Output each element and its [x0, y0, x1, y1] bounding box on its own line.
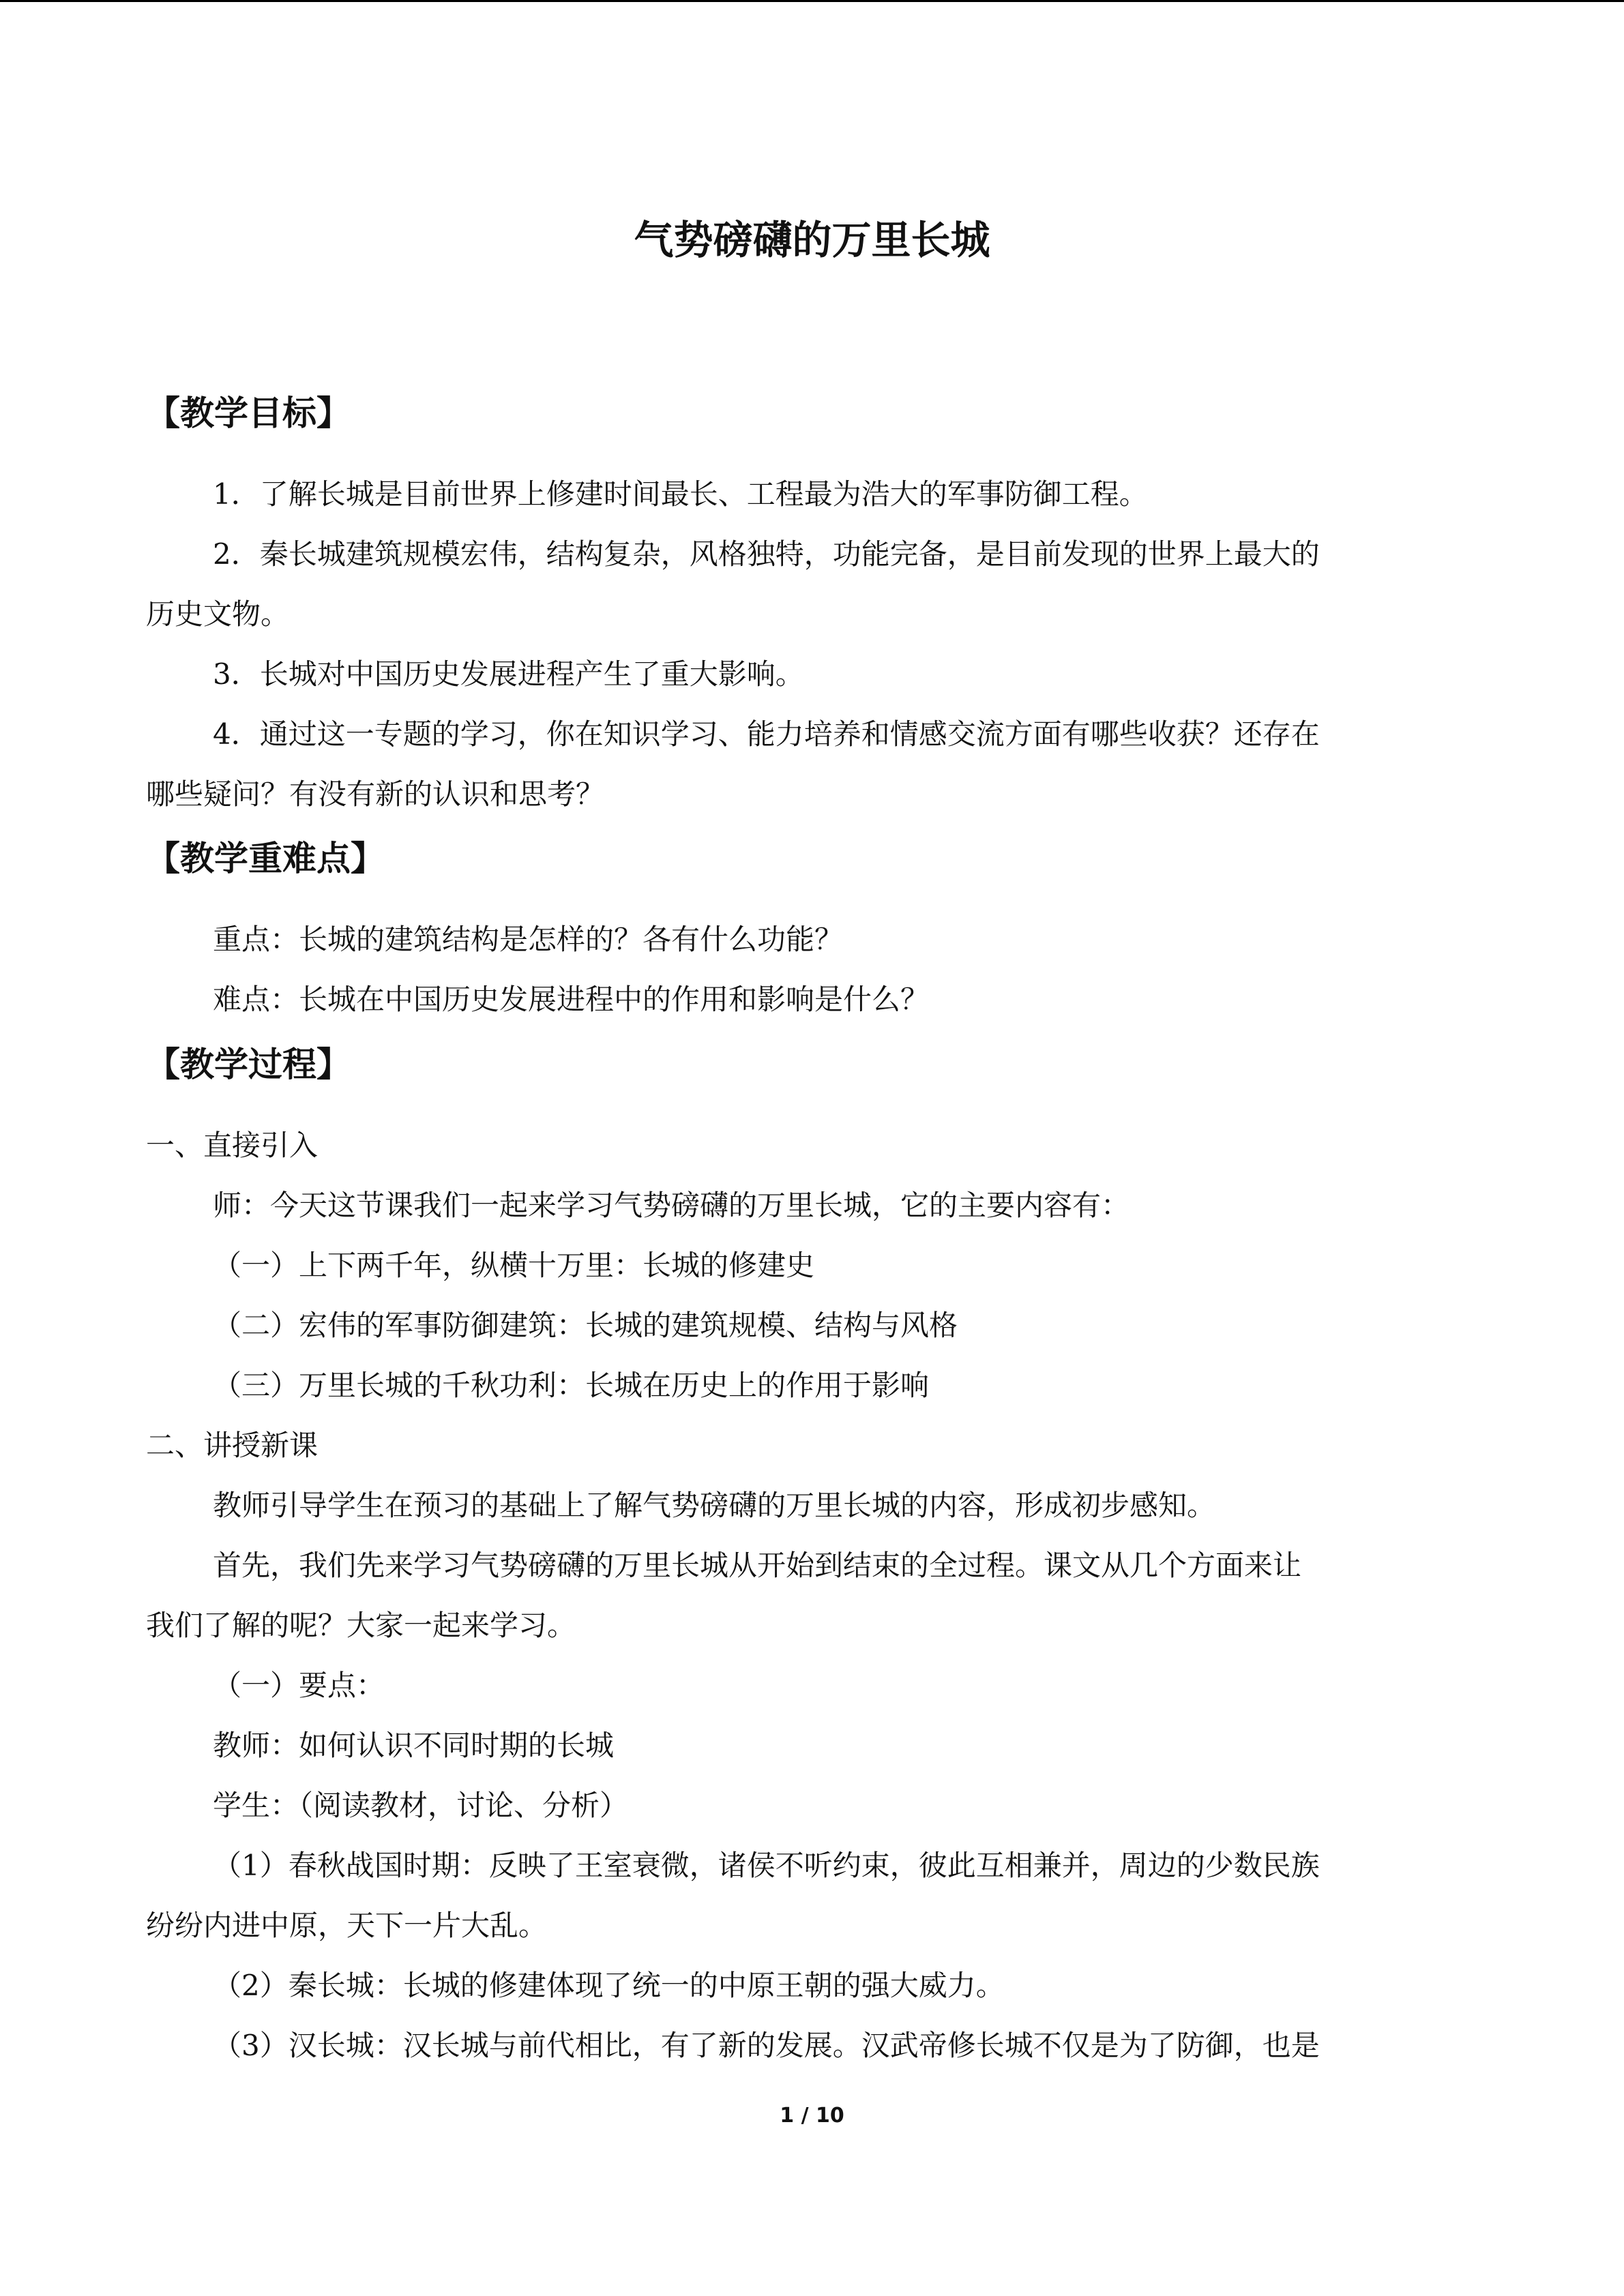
objective-line: 历史文物。 — [146, 597, 290, 631]
document-title: 气势磅礴的万里长城 — [634, 217, 990, 263]
objective-line: 4．通过这一专题的学习，你在知识学习、能力培养和情感交流方面有哪些收获？还存在 — [213, 717, 1320, 751]
process-line: 一、直接引入 — [146, 1129, 319, 1162]
process-line: （3）汉长城：汉长城与前代相比，有了新的发展。汉武帝修长城不仅是为了防御，也是 — [213, 2029, 1320, 2062]
process-line: 教师：如何认识不同时期的长城 — [213, 1729, 615, 1762]
objective-line: 2．秦长城建筑规模宏伟，结构复杂，风格独特，功能完备，是目前发现的世界上最大的 — [213, 537, 1320, 571]
process-line: 师：今天这节课我们一起来学习气势磅礴的万里长城，它的主要内容有： — [213, 1189, 1130, 1222]
process-line: 学生：（阅读教材，讨论、分析） — [213, 1789, 629, 1822]
objectives-heading: 【教学目标】 — [146, 393, 351, 433]
process-line: （一）要点： — [213, 1669, 385, 1702]
process-line: 纷纷内进中原，天下一片大乱。 — [146, 1909, 548, 1942]
objective-line: 3．长城对中国历史发展进程产生了重大影响。 — [213, 657, 804, 691]
keypoint-line: 难点：长城在中国历史发展进程中的作用和影响是什么？ — [213, 983, 930, 1016]
process-line: （三）万里长城的千秋功利：长城在历史上的作用于影响 — [213, 1369, 930, 1402]
keypoint-line: 重点：长城的建筑结构是怎样的？各有什么功能？ — [213, 923, 844, 956]
process-line: （2）秦长城：长城的修建体现了统一的中原王朝的强大威力。 — [213, 1969, 1005, 2002]
process-heading: 【教学过程】 — [146, 1045, 351, 1084]
process-line: （二）宏伟的军事防御建筑：长城的建筑规模、结构与风格 — [213, 1309, 958, 1342]
process-line: 教师引导学生在预习的基础上了解气势磅礴的万里长城的内容，形成初步感知。 — [213, 1489, 1216, 1522]
process-line: 二、讲授新课 — [146, 1429, 319, 1462]
objective-line: 1．了解长城是目前世界上修建时间最长、工程最为浩大的军事防御工程。 — [213, 477, 1148, 511]
page-number: 1 / 10 — [780, 2104, 844, 2128]
process-line: （一）上下两千年，纵横十万里：长城的修建史 — [213, 1249, 815, 1282]
process-line: （1）春秋战国时期：反映了王室衰微，诸侯不听约束，彼此互相兼并，周边的少数民族 — [213, 1849, 1320, 1882]
objective-line: 哪些疑问？有没有新的认识和思考？ — [146, 777, 605, 811]
keypoints-heading: 【教学重难点】 — [146, 839, 385, 878]
process-line: 首先，我们先来学习气势磅礴的万里长城从开始到结束的全过程。课文从几个方面来让 — [213, 1549, 1302, 1582]
process-line: 我们了解的呢？大家一起来学习。 — [146, 1609, 576, 1642]
